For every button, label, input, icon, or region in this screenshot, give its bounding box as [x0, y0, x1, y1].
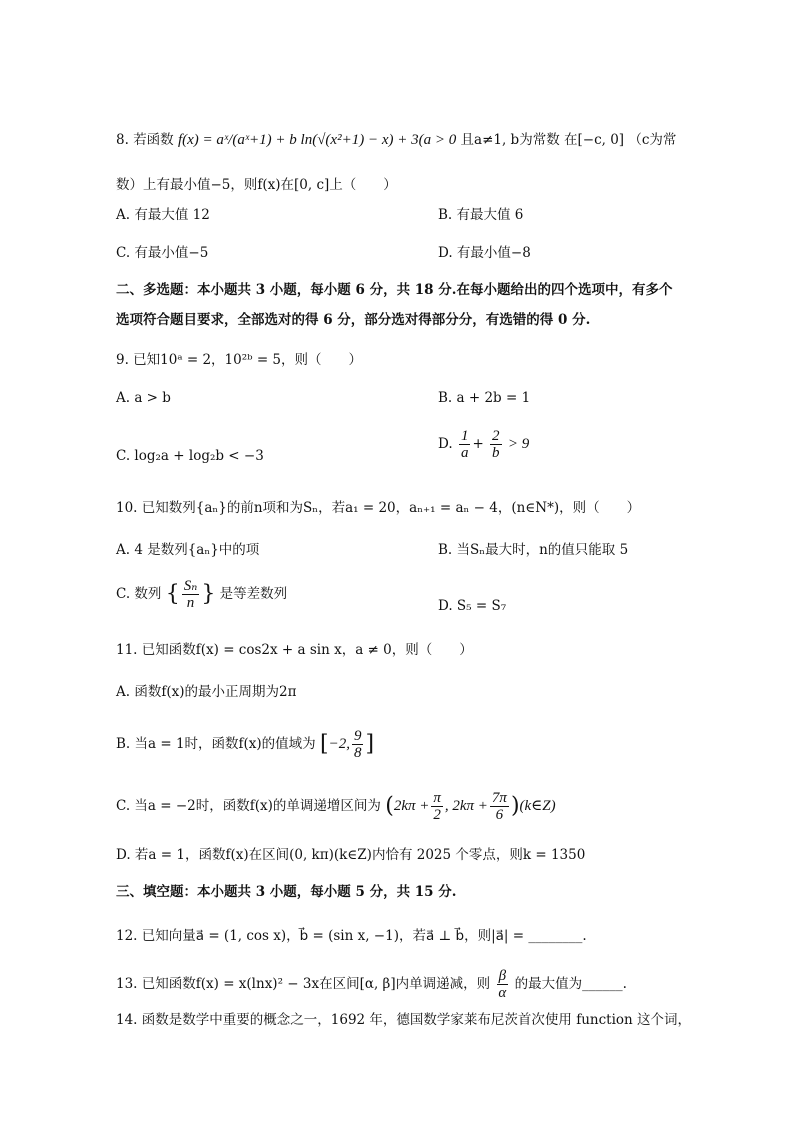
q8-option-a[interactable]: A. 有最大值 12 [116, 207, 210, 223]
section2-line2: 选项符合题目要求，全部选对的得 6 分，部分选对得部分分，有选错的得 0 分. [116, 312, 591, 328]
q11-option-c[interactable]: C. 当a = −2时，函数f(x)的单调递增区间为 (2kπ + $\frac{\pi}{2}$ , 2kπ + $\frac{7\pi}{6}$ )(k∈Z) [116, 790, 556, 823]
q8-option-c[interactable]: C. 有最小值−5 [116, 245, 209, 261]
q14-stem: 14. 函数是数学中重要的概念之一，1692 年，德国数学家莱布尼茨首次使用 function 这个词， [116, 1012, 692, 1028]
section3-header: 三、填空题：本小题共 3 小题，每小题 5 分，共 15 分. [116, 884, 457, 900]
q10-c-frac: $\frac{\text{Sₙ}}{n}$ [183, 578, 198, 611]
q10-stem: 10. 已知数列{aₙ}的前n项和为Sₙ，若a₁ = 20，aₙ₊₁ = aₙ − 4，(n∈N*)，则（ ） [116, 500, 641, 516]
q13-prefix: 13. 已知函数f(x) = x(lnx)² − 3x在区间[α, β]内单调递减，则 [116, 976, 491, 992]
q8-prefix: 若函数 [133, 132, 174, 148]
q8-line1 [116, 130, 676, 150]
q11-option-c-text: C. 当a = −2时，函数f(x)的单调递增区间为 [116, 798, 381, 814]
q10-option-c-prefix: C. 数列 [116, 586, 162, 602]
q8-interval: 在[−c, 0] [564, 132, 625, 148]
q13-stem [116, 968, 627, 1001]
q9-option-a[interactable]: A. a > b [116, 390, 171, 406]
q9-option-b[interactable]: B. a + 2b = 1 [438, 390, 531, 406]
q8-option-b[interactable]: B. 有最大值 6 [438, 207, 524, 223]
q13-suffix: 的最大值为______. [514, 976, 627, 992]
q9-option-c[interactable]: C. log₂a + log₂b < −3 [116, 448, 264, 464]
q13-frac: $\frac{\beta}{\alpha}$ [498, 968, 507, 1001]
q9-d-inequality: > 9 [507, 436, 530, 452]
q9-stem: 9. 已知10ᵃ = 2，10²ᵇ = 5，则（ ） [116, 352, 363, 368]
q8-line2: 数）上有最小值−5，则f(x)在[0, c]上（ ） [116, 177, 397, 193]
q11-stem: 11. 已知函数f(x) = cos2x + a sin x，a ≠ 0，则（ ） [116, 642, 473, 658]
q8-c-note: （c为常 [628, 132, 677, 148]
q9-d-frac-1: $\frac{1}{a}$ [460, 428, 469, 461]
q10-option-a[interactable]: A. 4 是数列{aₙ}中的项 [116, 542, 260, 558]
q11-option-b-text: B. 当a = 1时，函数f(x)的值域为 [116, 736, 316, 752]
q11-b-frac: $\frac{9}{8}$ [353, 728, 362, 761]
q10-option-c-suffix: 是等差数列 [219, 586, 288, 602]
q10-option-c[interactable]: C. 数列 { $\frac{\text{Sₙ}}{n}$ } 是等差数列 [116, 578, 288, 611]
q9-d-frac-2: $\frac{2}{b}$ [492, 428, 500, 461]
q10-option-b[interactable]: B. 当Sₙ最大时，n的值只能取 5 [438, 542, 629, 558]
q8-condition: 且a≠1, b为常数 [460, 132, 560, 148]
q11-option-a[interactable]: A. 函数f(x)的最小正周期为2π [116, 684, 297, 700]
q9-option-d[interactable]: D. $\frac{1}{a}$ + $\frac{2}{b}$ > 9 [438, 428, 530, 461]
q9-option-d-label: D. [438, 436, 453, 452]
q8-option-d[interactable]: D. 有最小值−8 [438, 245, 531, 261]
section2-line1: 二、多选题：本小题共 3 小题，每小题 6 分，共 18 分.在每小题给出的四个选项中，有多个 [116, 282, 673, 298]
q10-option-d[interactable]: D. S₅ = S₇ [438, 598, 507, 614]
q11-option-d[interactable]: D. 若a = 1，函数f(x)在区间(0, kπ)(k∈Z)内恰有 2025 个零点，则k = 1350 [116, 847, 586, 863]
q12-stem: 12. 已知向量a⃗ = (1, cos x)，b⃗ = (sin x, −1)，若a⃗ ⊥ b⃗，则|a⃗| = ________. [116, 928, 587, 944]
q8-number: 8. [116, 132, 129, 148]
q11-option-b[interactable]: B. 当a = 1时，函数f(x)的值域为 [−2, $\frac{9}{8}$ ] [116, 728, 375, 761]
q8-formula: f(x) = aˣ/(aˣ+1) + b ln(√(x²+1) − x) + 3(a > 0 [177, 132, 457, 148]
